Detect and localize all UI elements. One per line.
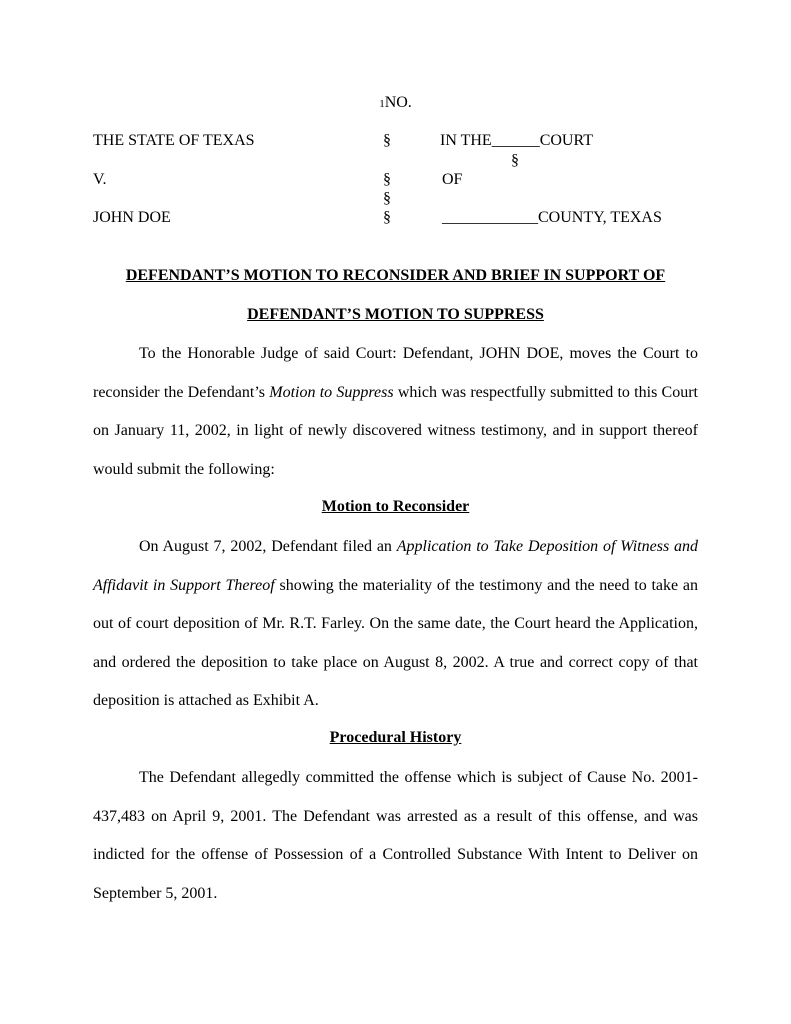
caption-county-line: ____________COUNTY, TEXAS <box>442 209 662 226</box>
motion-text-cont: showing the materiality of the testimony and the need to take an out of court deposition of Mr. R.T. Farley. On the same date, the Court heard the Application, and ordered the deposition to take place on August 8, 2002. A true and correct copy of that deposition is attached as Exhibit A. <box>93 576 698 709</box>
cause-number <box>0 93 791 114</box>
caption-court-line: IN THE______COURT <box>440 132 593 149</box>
history-paragraph <box>93 759 698 913</box>
section-mark: § <box>383 190 391 207</box>
intro-text-cont: which was respectfully submitted to this Court on January 11, 2002, in light of newly discovered witness testimony, and in support thereof would submit the following: <box>93 383 699 478</box>
section-mark: § <box>511 152 519 169</box>
footnote-marker: 1 <box>379 98 385 110</box>
section-mark: § <box>383 171 391 188</box>
motion-italic-title: Application to Take Deposition of Witness and Affidavit in Support Thereof <box>93 538 699 594</box>
cause-number-label: NO. <box>384 94 412 111</box>
caption-of: OF <box>442 171 463 188</box>
document-title-line2: DEFENDANT’S MOTION TO SUPPRESS <box>247 306 544 323</box>
history-text: The Defendant allegedly committed the offense which is subject of Cause No. 2001-437,483 on April 9, 2001. The Defendant was arrested as a result of this offense, and was indicted for the offense of Possession of a Controlled Substance With Intent to Deliver on September 5, 2001. <box>93 769 698 902</box>
caption-party-state: THE STATE OF TEXAS <box>93 132 255 149</box>
section-mark: § <box>383 209 391 226</box>
section-mark: § <box>383 132 391 149</box>
motion-paragraph <box>93 528 698 721</box>
section-heading-motion: Motion to Reconsider <box>321 498 470 515</box>
intro-text: To the Honorable Judge of said Court: Defendant, JOHN DOE, moves the Court to reconsider the Defendant’s <box>93 345 698 401</box>
intro-paragraph <box>93 335 698 489</box>
intro-italic-title: Motion to Suppress <box>269 383 394 401</box>
caption-versus: V. <box>93 171 107 188</box>
motion-text: On August 7, 2002, Defendant filed an <box>139 538 397 555</box>
document-title-line1: DEFENDANT’S MOTION TO RECONSIDER AND BRIEF IN SUPPORT OF <box>125 267 666 284</box>
caption-party-defendant: JOHN DOE <box>93 209 171 226</box>
section-heading-history: Procedural History <box>329 729 462 746</box>
